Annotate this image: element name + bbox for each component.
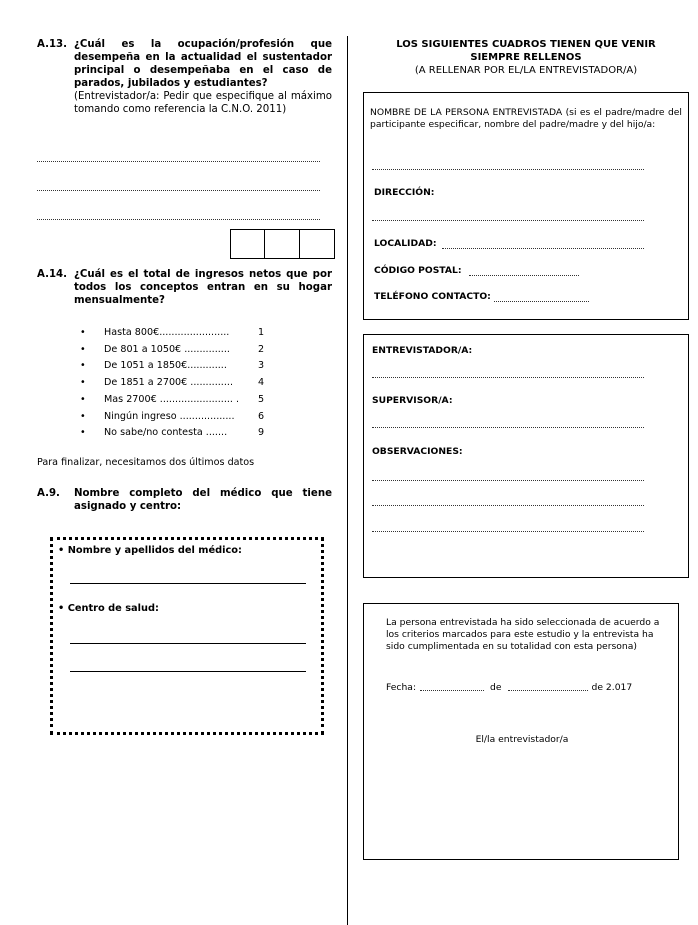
option-code: 2 [258,343,265,355]
bullet-icon: • [80,343,86,355]
entrevistador-line[interactable] [372,377,644,378]
certification-box [363,603,679,860]
option-code: 4 [258,377,265,389]
q13-answer-line-2[interactable] [37,190,320,191]
supervisor-label: SUPERVISOR/A: [372,395,453,406]
observaciones-label: OBSERVACIONES: [372,446,463,457]
q13-number: A.13. [37,39,67,50]
option-4[interactable] [80,375,264,392]
interviewee-box [363,92,689,320]
localidad-label: LOCALIDAD: [374,238,437,249]
bullet-icon: • [80,327,86,338]
centro-label-text: Centro de salud: [67,603,159,614]
q9-question: Nombre completo del médico que tiene asignado y centro: [74,488,332,512]
q13-answer-line-3[interactable] [37,219,320,220]
persona-label: NOMBRE DE LA PERSONA ENTREVISTADA (si es el padre/madre del participante especificar, nombre del padre/madre y del hijo/a: [370,107,682,130]
bullet-icon: • [80,427,86,439]
option-label: De 1051 a 1850€............. [104,360,227,372]
option-code: 3 [258,360,265,372]
telefono-label: TELÉFONO CONTACTO: [374,291,491,302]
option-code: 9 [258,427,265,439]
cno-code-boxes [230,229,335,259]
option-label: No sabe/no contesta ....... [104,427,228,439]
q13-instruction: (Entrevistador/a: Pedir que especifique al máximo tomando como referencia la C.N.O. 2011) [74,91,332,115]
localidad-line[interactable] [442,248,644,249]
firma-label: El/la entrevistador/a [475,734,569,745]
observaciones-line-1[interactable] [372,480,644,481]
option-2[interactable] [80,342,264,359]
bullet-icon: • [80,393,86,405]
fecha-de: de [490,682,502,693]
fecha-day-line[interactable] [420,690,484,691]
centro-line-2[interactable] [70,671,306,672]
bullet-icon: • [58,603,65,614]
direccion-label: DIRECCIÓN: [374,187,435,198]
q14-options [80,325,264,442]
q13-answer-line-1[interactable] [37,161,320,162]
codigo-postal-label: CÓDIGO POSTAL: [374,265,462,276]
option-label: Mas 2700€ ........................ . [104,393,240,405]
fecha-year: de 2.017 [591,682,633,693]
direccion-line[interactable] [372,220,644,221]
observaciones-line-2[interactable] [372,505,644,506]
option-3[interactable] [80,358,264,375]
finalizar-text: Para finalizar, necesitamos dos últimos datos [37,457,255,468]
option-1[interactable] [80,325,264,342]
staff-box [363,334,689,578]
medico-box [50,537,324,735]
option-5[interactable] [80,392,264,409]
q14-number: A.14. [37,269,67,280]
medico-label-text: Nombre y apellidos del médico: [67,545,242,556]
supervisor-line[interactable] [372,427,644,428]
observaciones-line-3[interactable] [372,531,644,532]
right-header-line-1: LOS SIGUIENTES CUADROS TIENEN QUE VENIR [396,39,656,50]
option-label: De 801 a 1050€ ............... [104,343,230,355]
fecha-month-line[interactable] [508,690,588,691]
column-divider [347,36,348,925]
medico-name-line[interactable] [70,583,306,584]
entrevistador-label: ENTREVISTADOR/A: [372,345,473,356]
bullet-icon: • [80,377,86,389]
bullet-icon: • [80,360,86,372]
cno-code-box[interactable] [230,229,265,259]
right-header-line-3: (A RELLENAR POR EL/LA ENTREVISTADOR/A) [414,65,638,76]
q13-question [74,38,332,116]
cno-code-box[interactable] [265,229,300,259]
option-code: 5 [258,393,265,405]
bullet-icon: • [80,410,86,422]
centro-line-1[interactable] [70,643,306,644]
option-label: Hasta 800€....................... [104,327,230,338]
q13-question-text: ¿Cuál es la ocupación/profesión que desempeña en la actualidad el sustentador principal o desempeñaba en el caso de parados, jubilados y estudiantes? [74,39,332,89]
medico-label [58,545,242,556]
option-label: Ningún ingreso .................. [104,410,235,422]
persona-line[interactable] [372,169,644,170]
fecha-label: Fecha: [386,682,417,693]
bullet-icon: • [58,545,65,556]
right-header-line-2: SIEMPRE RELLENOS [470,52,582,63]
cno-code-box[interactable] [300,229,335,259]
centro-label [58,603,159,614]
codigo-postal-line[interactable] [469,275,579,276]
option-label: De 1851 a 2700€ .............. [104,377,233,389]
option-code: 1 [258,327,265,338]
telefono-line[interactable] [494,301,589,302]
q9-number: A.9. [37,488,60,499]
q14-question: ¿Cuál es el total de ingresos netos que por todos los conceptos entran en su hogar mensualmente? [74,269,332,306]
option-9[interactable] [80,425,264,442]
right-header [363,38,689,77]
option-code: 6 [258,410,265,422]
certification-statement: La persona entrevistada ha sido seleccionada de acuerdo a los criterios marcados para este estudio y la entrevista ha sido cumplimentada en su totalidad con esta persona) [386,617,660,652]
option-6[interactable] [80,409,264,426]
fecha-row [386,682,632,693]
